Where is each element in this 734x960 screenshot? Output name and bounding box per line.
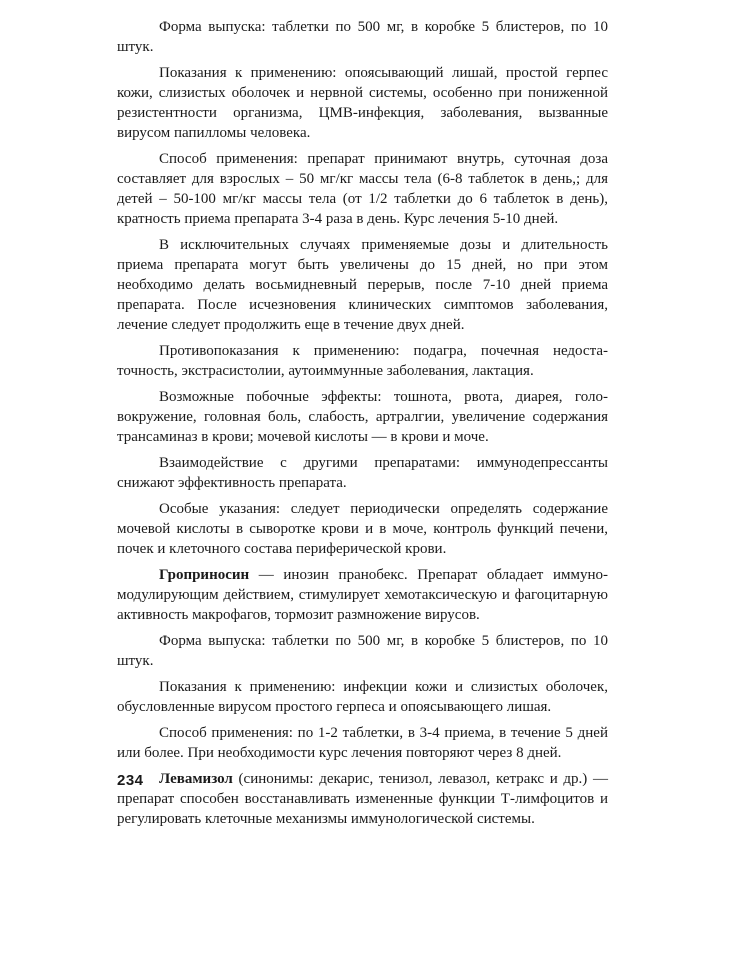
drug-name: Левамизол xyxy=(159,771,233,787)
paragraph-text: Форма выпуска: таблетки по 500 мг, в коробке 5 блистеров, по 10 штук. xyxy=(117,633,608,669)
drug-name: Гроприносин xyxy=(159,567,250,583)
page-number: 234 xyxy=(117,772,144,789)
paragraph-side-effects xyxy=(117,387,608,447)
paragraph-levamisole xyxy=(117,769,608,829)
paragraph-text: Взаимодействие с другими препаратами: иммунодепрессанты снижают эффективность препарата. xyxy=(117,455,608,491)
paragraph-groprinosin xyxy=(117,565,608,625)
paragraph-text: Возможные побочные эффекты: тошнота, рвота, диарея, головокружение, головная боль, слабость, артралгии, увеличение содержания трансаминаз в крови; мочевой кислоты — в крови и моче. xyxy=(117,389,608,445)
paragraph-text: (синонимы: декарис, тенизол, левазол, кетракс и др.) — препарат способен восстанавливать измененные функции Т-лимфоцитов и регулировать клеточные механизмы иммунологической системы. xyxy=(117,771,608,827)
paragraph-indications-1 xyxy=(117,63,608,143)
paragraph-text: Способ применения: по 1-2 таблетки, в 3-4 приема, в течение 5 дней или более. При необходимости курс лечения повторяют через 8 дней. xyxy=(117,725,608,761)
paragraph-indications-2 xyxy=(117,677,608,717)
paragraph-text: Форма выпуска: таблетки по 500 мг, в коробке 5 блистеров, по 10 штук. xyxy=(117,19,608,55)
paragraph-release-form-1 xyxy=(117,17,608,57)
paragraph-contraindications xyxy=(117,341,608,381)
paragraph-text: Противопоказания к применению: подагра, почечная недостаточность, экстрасистолии, аутоиммунные заболевания, лактация. xyxy=(117,343,608,379)
paragraph-exceptional-cases xyxy=(117,235,608,335)
paragraph-text: — инозин пранобекс. Препарат обладает иммуномодулирующим действием, стимулирует хемотаксическую и фагоцитарную активность макрофагов, тормозит размножение вирусов. xyxy=(117,567,608,623)
body-text xyxy=(117,17,608,835)
paragraph-text: Способ применения: препарат принимают внутрь, суточная доза составляет для взрослых – 50 мг/кг массы тела (6-8 таблеток в день,; для детей – 50-100 мг/кг массы тела (от 1/2 таблетки до 6 таблеток в день), кратность приема препарата 3-4 раза в день. Курс лечения 5-10 дней. xyxy=(117,151,608,227)
paragraph-text: Особые указания: следует периодически определять содержание мочевой кислоты в сыворотке крови и в моче, контроль функций печени, почек и клеточного состава периферической крови. xyxy=(117,501,608,557)
paragraph-special-notes xyxy=(117,499,608,559)
paragraph-text: Показания к применению: опоясывающий лишай, простой герпес кожи, слизистых оболочек и нервной системы, особенно при пониженной резистентности организма, ЦМВ-инфекция, заболевания, вызванные вирусом папилломы человека. xyxy=(117,65,608,141)
paragraph-interactions xyxy=(117,453,608,493)
paragraph-text: В исключительных случаях применяемые дозы и длительность приема препарата могут быть увеличены до 15 дней, но при этом необходимо делать восьмидневный перерыв, после 7-10 дней приема препарата. После исчезновения клинических симптомов заболевания, лечение следует продолжить еще в течение двух дней. xyxy=(117,237,608,333)
paragraph-text: Показания к применению: инфекции кожи и слизистых оболочек, обусловленные вирусом простого герпеса и опоясывающего лишая. xyxy=(117,679,608,715)
paragraph-release-form-2 xyxy=(117,631,608,671)
paragraph-dosage-2 xyxy=(117,723,608,763)
paragraph-dosage-1 xyxy=(117,149,608,229)
